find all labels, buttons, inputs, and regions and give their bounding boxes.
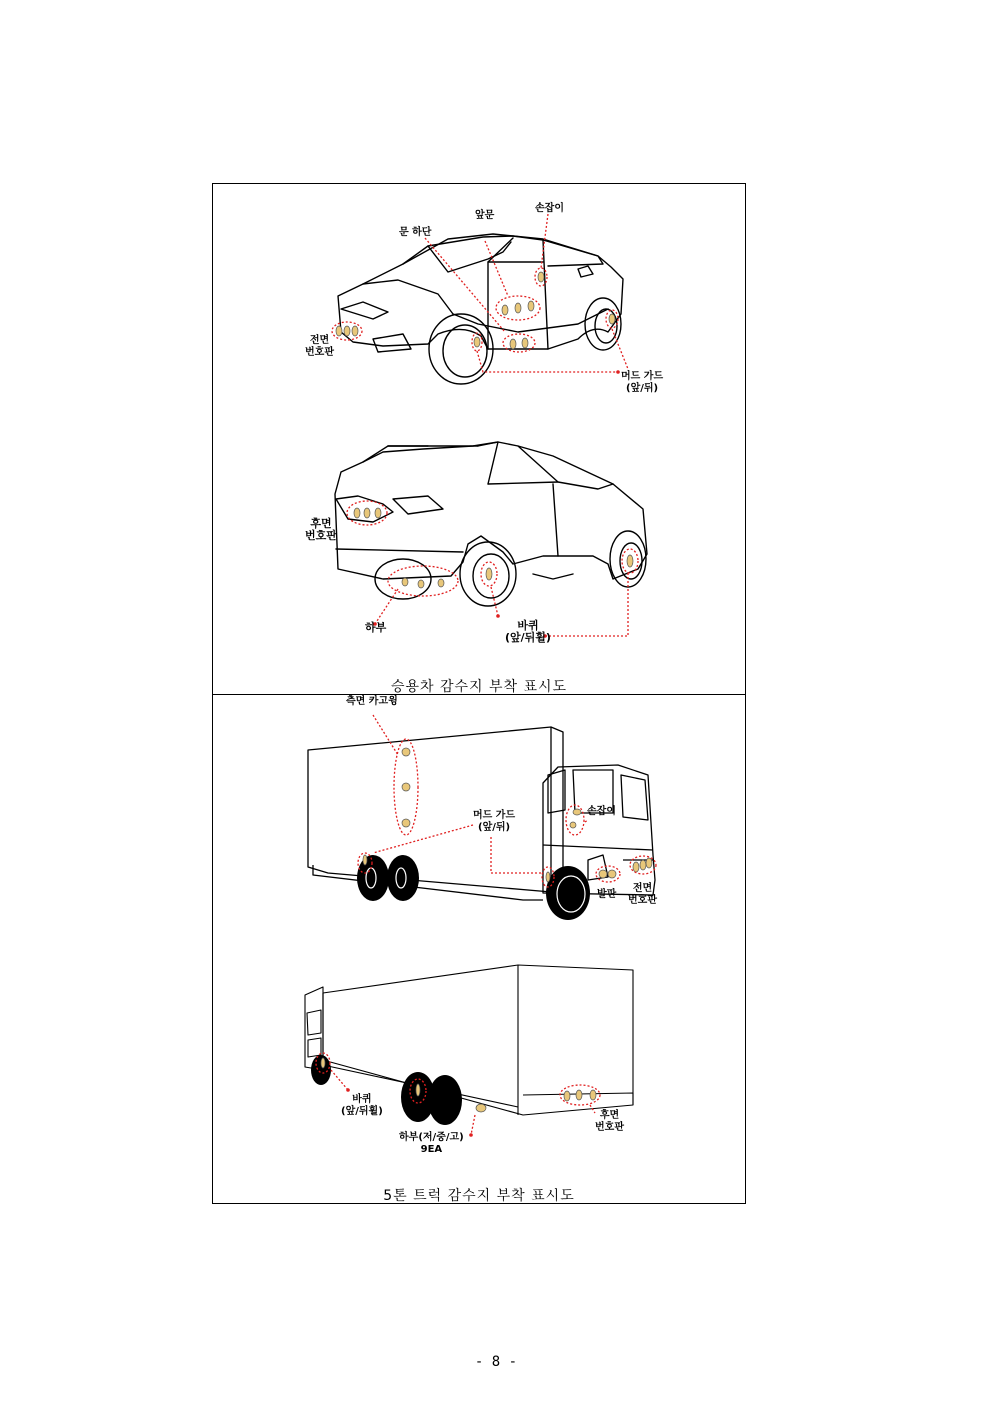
- label-truck-underside-line1: 하부(저/중/고): [399, 1132, 464, 1143]
- label-front-door: 앞문: [475, 210, 495, 221]
- label-door-handle: 손잡이: [535, 203, 564, 214]
- label-truck-rear-plate-line2: 번호판: [595, 1122, 624, 1133]
- label-rear-plate-line1: 후면: [310, 517, 332, 530]
- label-front-plate-line2: 번호판: [305, 347, 334, 358]
- label-underside: 하부: [365, 621, 387, 634]
- label-truck-front-plate-line1: 전면: [632, 883, 653, 894]
- label-wheel: [505, 620, 551, 644]
- label-front-plate: [305, 335, 334, 359]
- label-truck-wheel: [341, 1094, 383, 1118]
- truck-caption: 5톤 트럭 감수지 부착 표시도: [383, 1188, 575, 1204]
- label-door-bottom: 문 하단: [399, 227, 432, 238]
- label-truck-mudguard: [473, 810, 515, 834]
- truck-panel: [213, 695, 745, 1205]
- label-mudguard-line2: (앞/뒤): [626, 383, 659, 394]
- label-front-plate-line1: 전면: [309, 335, 330, 346]
- sedan-panel: [213, 184, 745, 694]
- label-truck-rear-plate: [595, 1110, 624, 1134]
- label-truck-front-plate: [628, 883, 657, 907]
- label-truck-mudguard-line2: (앞/뒤): [478, 822, 511, 833]
- label-mudguard-line1: 머드 가드: [621, 371, 664, 382]
- label-rear-plate: [305, 518, 337, 542]
- label-truck-front-plate-line2: 번호판: [628, 895, 657, 906]
- label-mudguard: [621, 371, 663, 395]
- label-rear-plate-line2: 번호판: [305, 529, 337, 542]
- label-truck-underside: [399, 1132, 464, 1156]
- page-number: - 8 -: [474, 1354, 518, 1370]
- label-step: 발판: [597, 889, 617, 900]
- label-side-canopy: 측면 카고윙: [346, 696, 398, 707]
- label-wheel-line2: (앞/뒤휠): [505, 631, 551, 644]
- sedan-illustration: [213, 184, 747, 694]
- label-truck-door-handle: 손잡이: [587, 806, 616, 817]
- label-truck-wheel-line2: (앞/뒤휠): [341, 1106, 383, 1117]
- truck-illustration: [213, 695, 747, 1205]
- figure-frame: [212, 183, 746, 1204]
- sedan-caption: 승용차 감수지 부착 표시도: [390, 679, 568, 695]
- label-truck-mudguard-line1: 머드 가드: [473, 810, 516, 821]
- label-truck-wheel-line1: 바퀴: [352, 1094, 372, 1105]
- label-truck-underside-line2: 9EA: [420, 1144, 443, 1155]
- label-truck-rear-plate-line1: 후면: [599, 1110, 620, 1121]
- label-wheel-line1: 바퀴: [517, 619, 539, 632]
